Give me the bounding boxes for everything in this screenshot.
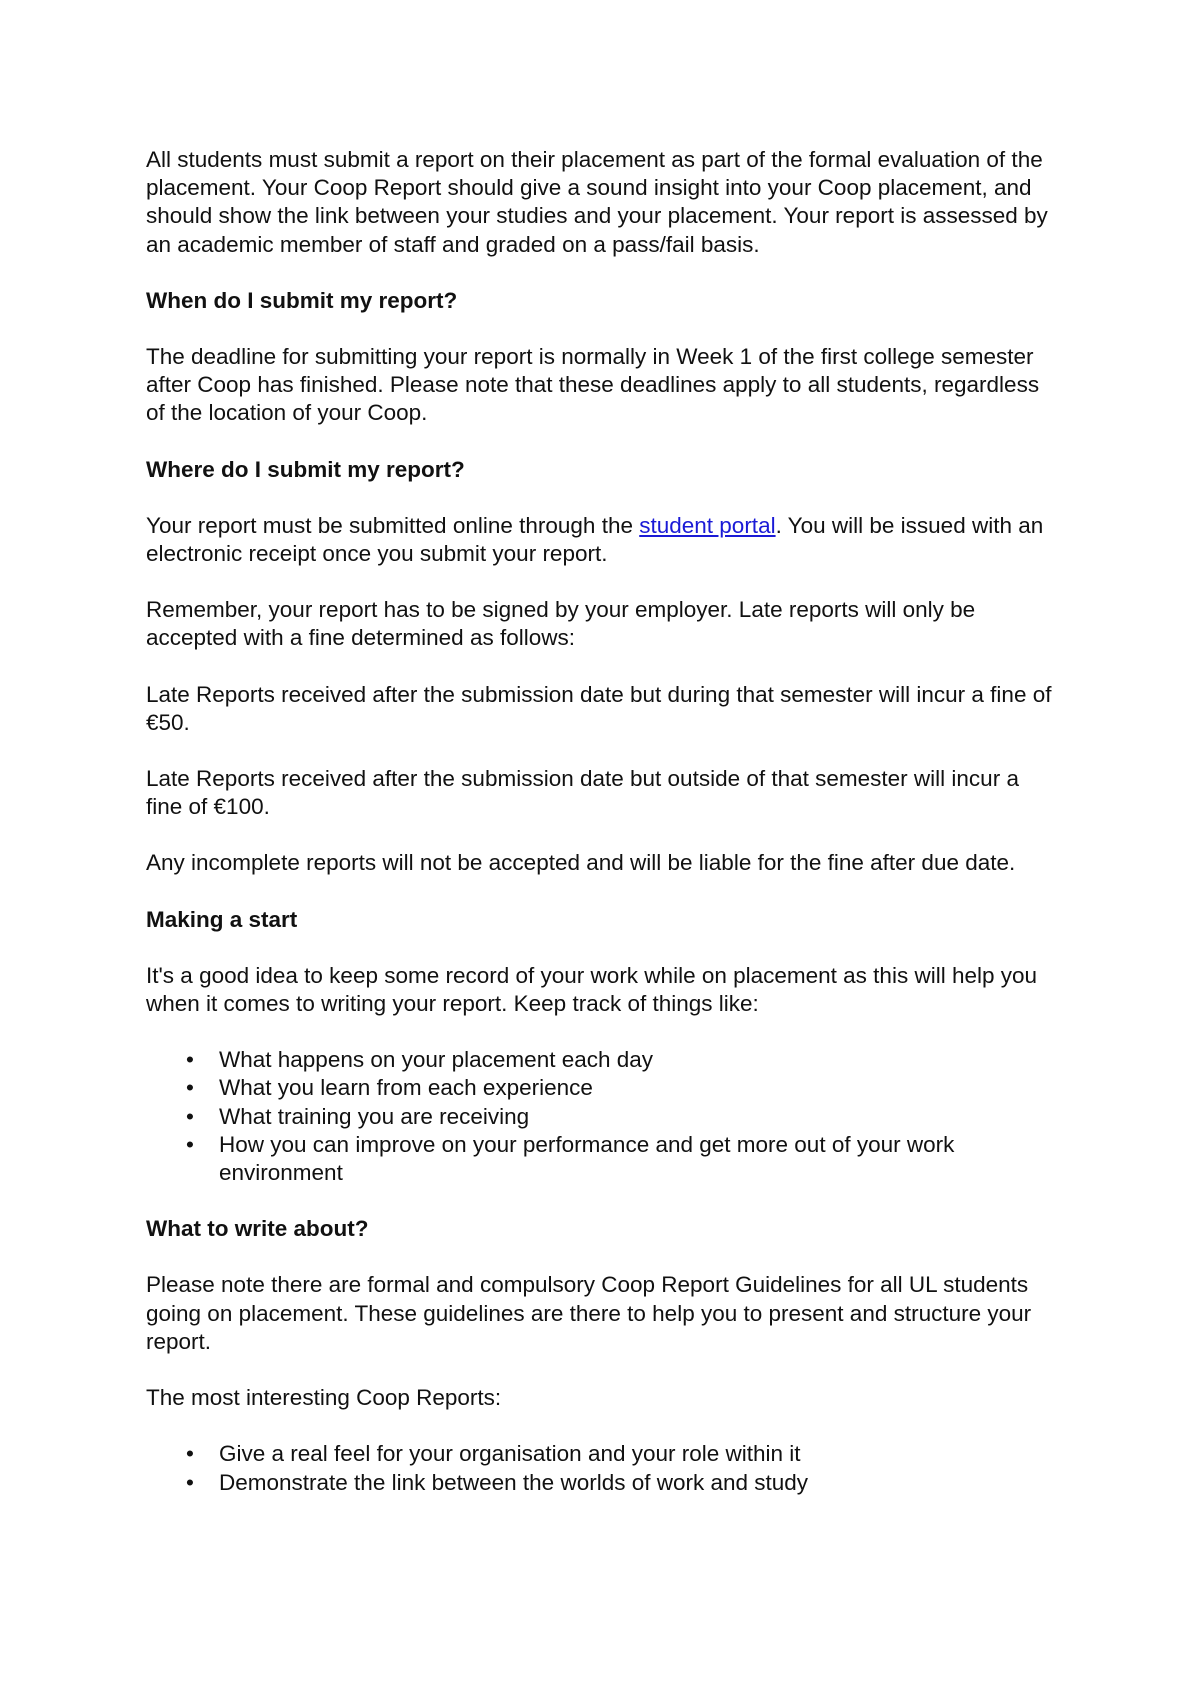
document-page bbox=[146, 146, 1061, 1525]
start-paragraph: It's a good idea to keep some record of your work while on placement as this will help you when it comes to writing your report. Keep track of things like: bbox=[146, 962, 1038, 1017]
fine-50-paragraph: Late Reports received after the submission date but during that semester will incur a fine of €50. bbox=[146, 681, 1052, 735]
bullet-icon: • bbox=[186, 1131, 194, 1157]
write-heading: What to write about? bbox=[146, 1216, 369, 1242]
bullet-icon: • bbox=[186, 1075, 194, 1101]
start-heading: Making a start bbox=[146, 906, 298, 932]
where-text-before: Your report must be submitted online through the bbox=[146, 512, 640, 538]
list-item: • What you learn from each experience bbox=[146, 1074, 1061, 1102]
intro-paragraph: All students must submit a report on their placement as part of the formal evaluation of the placement. Your Coop Report should give a sound insight into your Coop placement, and should show the link between your studies and your placement. Your report is assessed by an academic member of staff and graded on a pass/fail basis. bbox=[146, 147, 1048, 257]
fine-100-paragraph: Late Reports received after the submission date but outside of that semester will incur a fine of €100. bbox=[146, 766, 1019, 820]
remember-paragraph: Remember, your report has to be signed by your employer. Late reports will only be accepted with a fine determined as follows: bbox=[146, 597, 976, 651]
when-paragraph: The deadline for submitting your report is normally in Week 1 of the first college semester after Coop has finished. Please note that these deadlines apply to all students, regardless of the location of your Coop. bbox=[146, 344, 1040, 426]
incomplete-paragraph: Any incomplete reports will not be accepted and will be liable for the fine after due date. bbox=[146, 850, 1016, 876]
interesting-reports-list bbox=[146, 1440, 1061, 1496]
when-heading: When do I submit my report? bbox=[146, 287, 458, 313]
where-paragraph bbox=[146, 512, 1061, 568]
bullet-icon: • bbox=[186, 1103, 194, 1129]
list-item: • Give a real feel for your organisation and your role within it bbox=[146, 1440, 1061, 1468]
where-heading: Where do I submit my report? bbox=[146, 456, 465, 482]
write-lead: The most interesting Coop Reports: bbox=[146, 1385, 502, 1411]
write-paragraph: Please note there are formal and compulsory Coop Report Guidelines for all UL students going on placement. These guidelines are there to help you to present and structure your report. bbox=[146, 1272, 1032, 1354]
bullet-icon: • bbox=[186, 1469, 194, 1495]
record-list bbox=[146, 1046, 1061, 1187]
where-text-after: . You will be issued with an electronic receipt once you submit your report. bbox=[146, 512, 1044, 567]
list-item: • Demonstrate the link between the worlds of work and study bbox=[146, 1469, 1061, 1497]
list-item: • How you can improve on your performance and get more out of your work environment bbox=[186, 1131, 955, 1186]
bullet-icon: • bbox=[186, 1441, 194, 1467]
list-item: • What happens on your placement each day bbox=[146, 1046, 1061, 1074]
bullet-icon: • bbox=[186, 1047, 194, 1073]
student-portal-link[interactable]: student portal bbox=[639, 512, 776, 538]
list-item: • What training you are receiving bbox=[146, 1103, 1061, 1131]
